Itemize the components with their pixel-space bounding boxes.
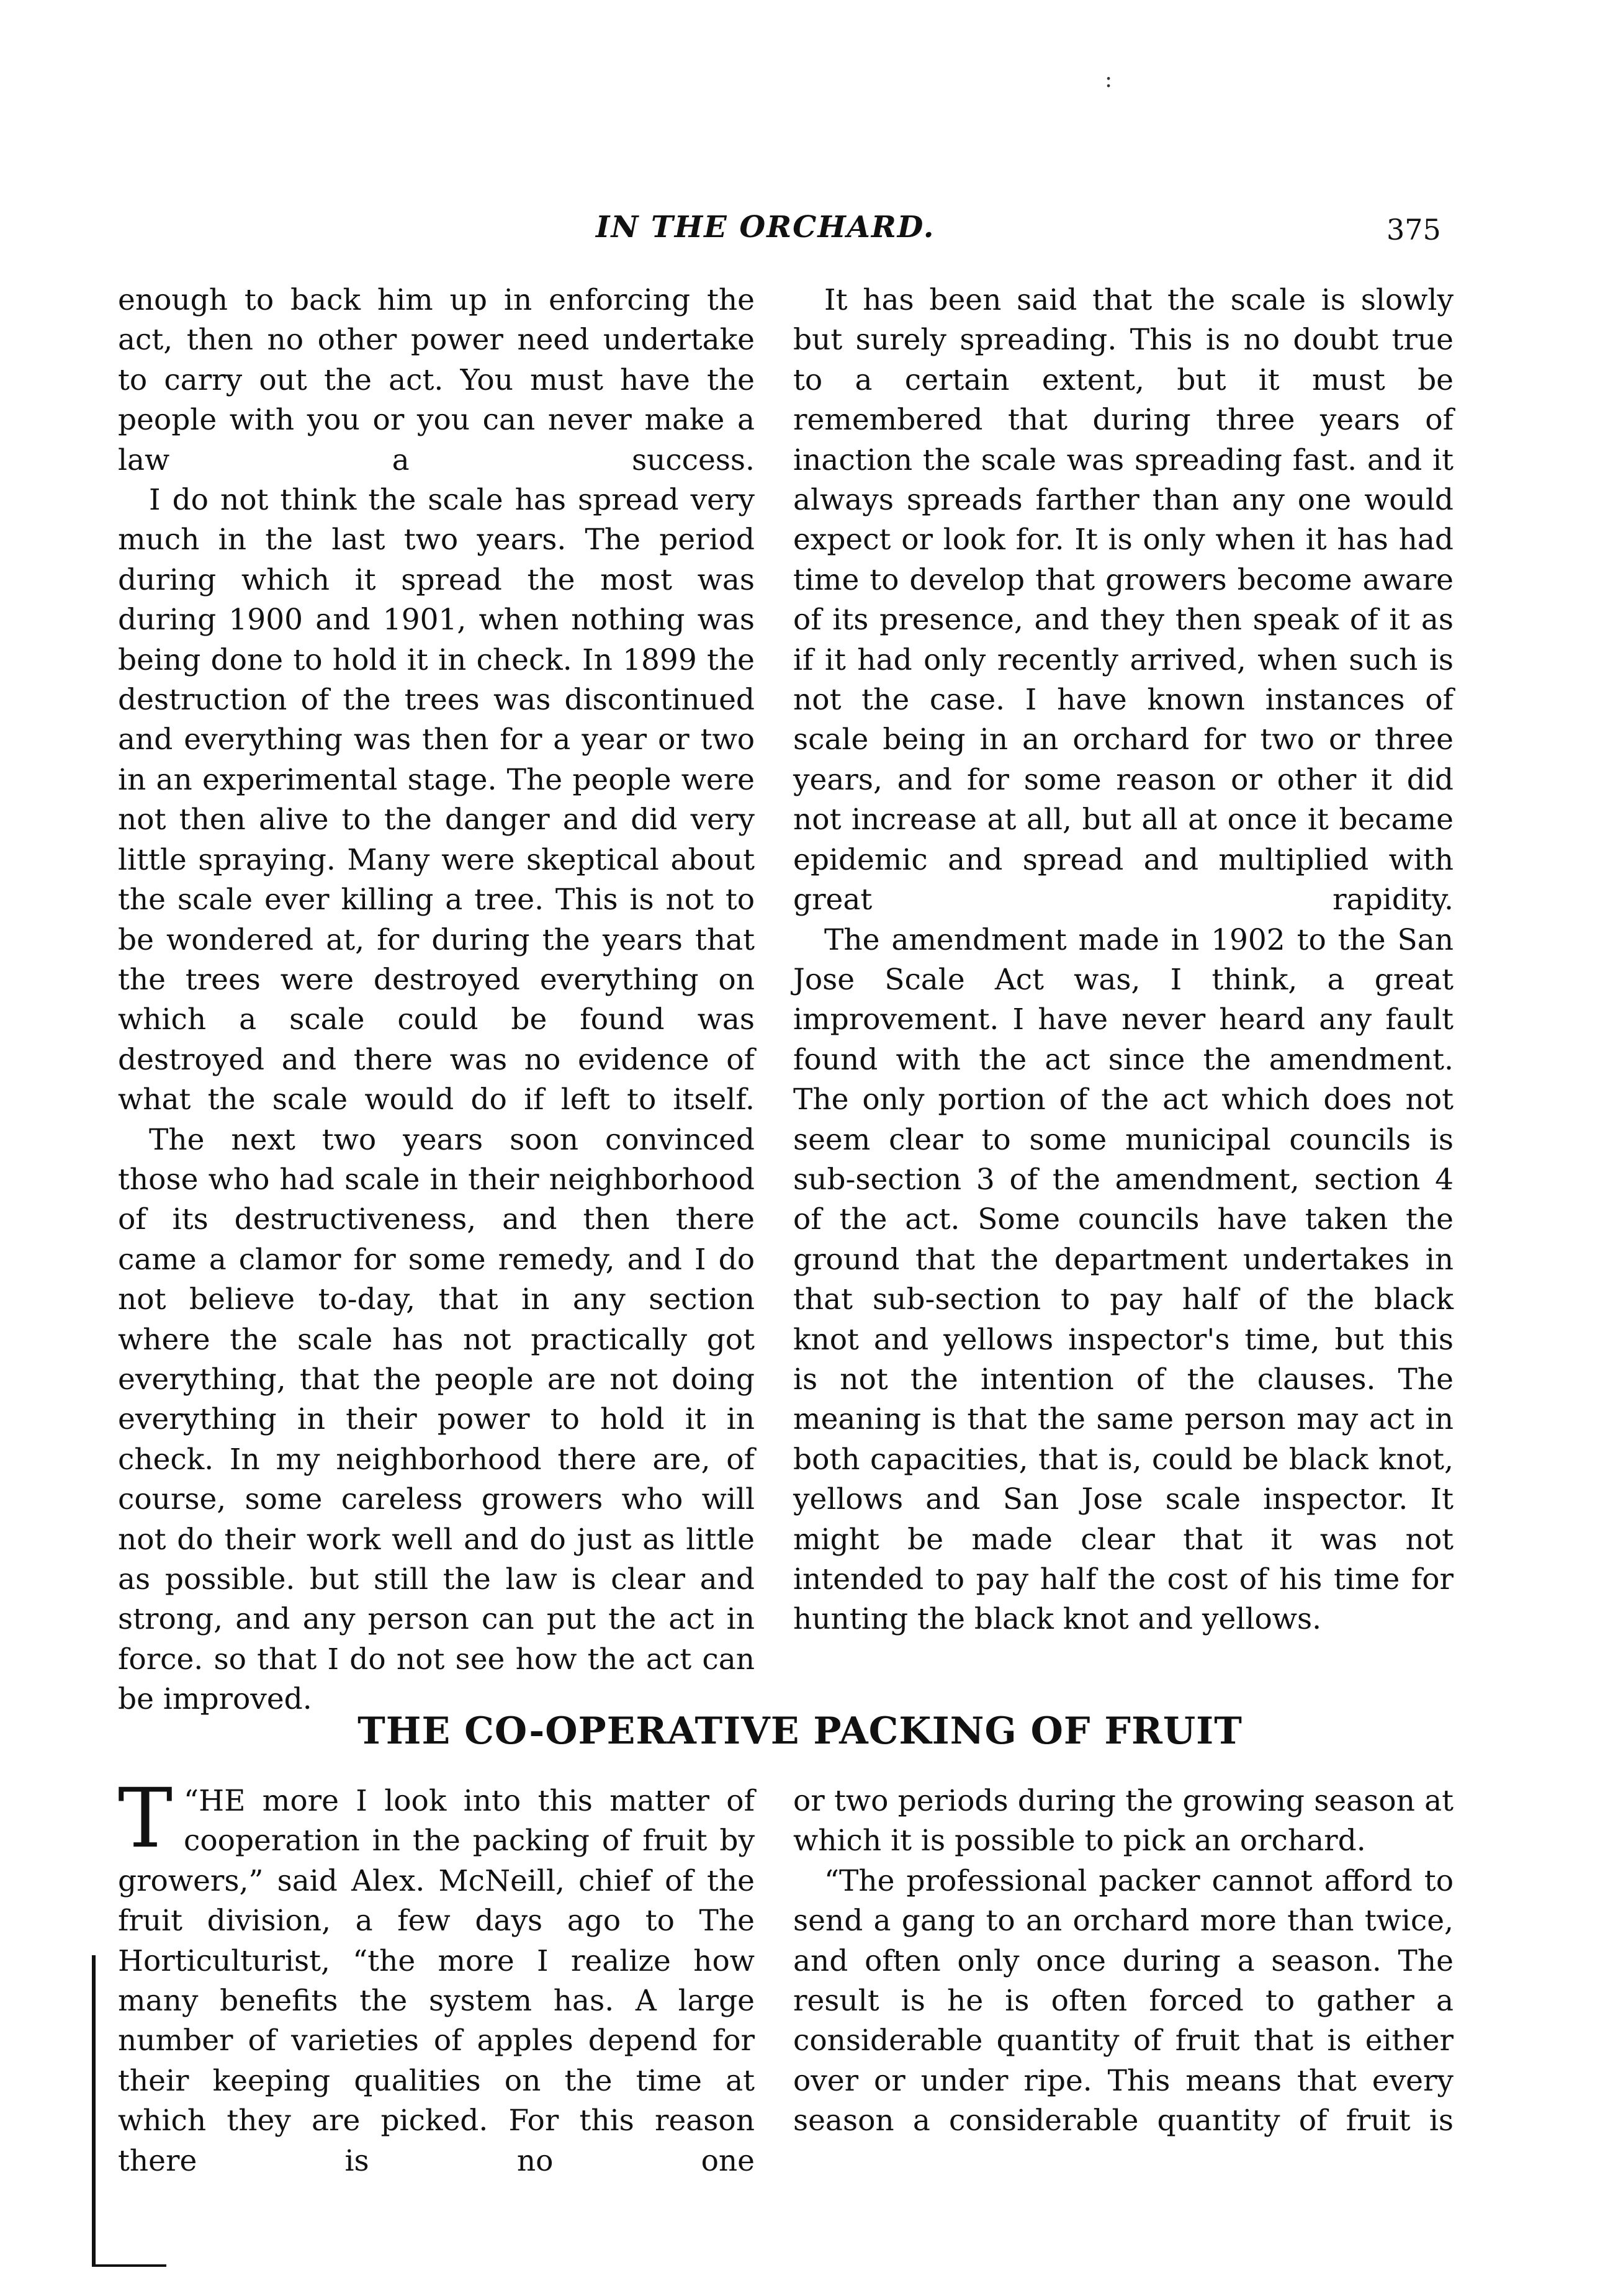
page-number: 375	[1387, 213, 1441, 246]
article-headline: THE CO-OPERATIVE PACKING OF FRUIT	[357, 1709, 1243, 1753]
margin-rule-horizontal	[92, 2264, 166, 2267]
paragraph	[118, 1771, 755, 2181]
running-title: IN THE ORCHARD.	[596, 210, 935, 245]
article-right-column	[793, 1781, 1454, 2141]
top-right-column	[793, 281, 1454, 1640]
paragraph-text: HE more I look into this matter of cooperation in the packing of fruit by growers,” said Alex. McNeill, chief of the fruit division, a few days ago to The Horticulturist, “the more I realize how many benefits the system has. A large number of varieties of apples depend for their keeping qualities on the time at which they are picked. For this reason there is no one	[118, 1784, 755, 2178]
paragraph: “The professional packer cannot afford to send a gang to an orchard more than twice, and often only once during a season. The result is he is often forced to gather a considerable quantity of fruit that is either over or under ripe. This means that every season a considerable quantity of fruit is	[793, 1863, 1454, 2138]
drop-cap: T	[118, 1771, 173, 1866]
paragraph: I do not think the scale has spread very much in the last two years. The period during which it spread the most was during 1900 and 1901, when nothing was being done to hold it in check. In 1899 the destruction of the trees was discontinued and everything was then for a year or two in an experimental stage. The people were not then alive to the danger and did very little spraying. Many were skeptical about the scale ever killing a tree. This is not to be wondered at, for during the years that the trees were destroyed everything on which a scale could be found was destroyed and there was no evidence of what the scale would do if left to itself.	[118, 483, 755, 1117]
paragraph: It has been said that the scale is slowly but surely spreading. This is no doubt true to a certain extent, but it must be remembered that during three years of inaction the scale was spreading fast. and it always spreads farther than any one would expect or look for. It is only when it has had time to develop that growers become aware of its presence, and they then speak of it as if it had only recently arrived, when such is not the case. I have known instances of scale being in an orchard for two or three years, and for some reason or other it did not increase at all, but all at once it became epidemic and spread and multiplied with great rapidity.	[793, 283, 1454, 917]
paragraph: The amendment made in 1902 to the San Jose Scale Act was, I think, a great improvement. I have never heard any fault found with the act since the amendment. The only portion of the act which does not seem clear to some municipal councils is sub-section 3 of the amendment, section 4 of the act. Some councils have taken the ground that the department undertakes in that sub-section to pay half of the black knot and yellows inspector's time, but this is not the intention of the clauses. The meaning is that the same person may act in both capacities, that is, could be black knot, yellows and San Jose scale inspector. It might be made clear that it was not intended to pay half the cost of his time for hunting the black knot and yellows.	[793, 922, 1454, 1637]
margin-rule-vertical	[92, 1955, 96, 2266]
paragraph: or two periods during the growing season at which it is possible to pick an orchard.	[793, 1784, 1454, 1858]
opening-quote: “	[184, 1784, 199, 1818]
paragraph: enough to back him up in enforcing the act, then no other power need undertake to carry out the act. You must have the people with you or you can never make a law a success.	[118, 283, 755, 477]
paragraph: The next two years soon convinced those who had scale in their neighborhood of its destructiveness, and then there came a clamor for some remedy, and I do not believe to-day, that in any section where the scale has not practically got everything, that the people are not doing everything in their power to hold it in check. In my neighborhood there are, of course, some careless growers who will not do their work well and do just as little as possible. but still the law is clear and strong, and any person can put the act in force. so that I do not see how the act can be improved.	[118, 1122, 755, 1717]
top-left-column	[118, 281, 755, 1720]
stray-mark: :	[1105, 67, 1113, 92]
article-left-column	[118, 1771, 755, 2181]
